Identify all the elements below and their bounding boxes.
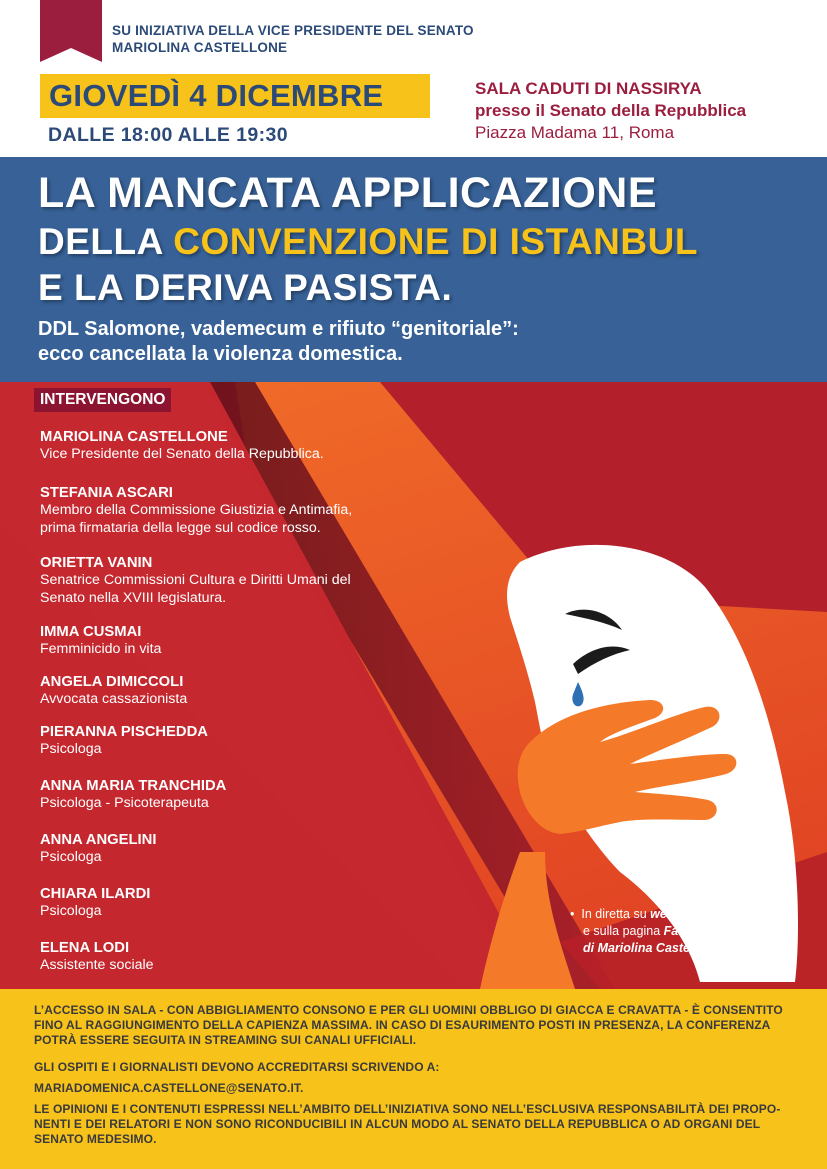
speaker-name: MARIOLINA CASTELLONE bbox=[40, 429, 228, 445]
venue-address: Piazza Madama 11, Roma bbox=[475, 123, 675, 142]
speakers-label: INTERVENGONO bbox=[34, 388, 171, 412]
streaming-line-3 bbox=[570, 940, 740, 957]
speaker-role: Psicologa bbox=[40, 903, 102, 919]
speaker-item bbox=[40, 673, 187, 709]
disclaimer-line-3: SENATO MEDESIMO. bbox=[34, 1132, 157, 1146]
speaker-item bbox=[40, 885, 150, 921]
speaker-role: Senato nella XVIII legislatura. bbox=[40, 589, 227, 606]
streaming-line-2 bbox=[570, 923, 740, 940]
speaker-item bbox=[40, 777, 226, 813]
speaker-role: Vice Presidente del Senato della Repubblica. bbox=[40, 446, 324, 462]
speaker-item bbox=[40, 831, 156, 867]
speaker-item bbox=[40, 428, 324, 464]
webtv-link[interactable]: webtv.senato.it bbox=[650, 907, 740, 921]
initiative-text bbox=[112, 22, 474, 56]
speaker-role: Avvocata cassazionista bbox=[40, 691, 188, 707]
speaker-role: prima firmataria della legge sul codice rosso. bbox=[40, 519, 321, 536]
venue-place: presso il Senato della Repubblica bbox=[475, 101, 747, 120]
speaker-name: STEFANIA ASCARI bbox=[40, 485, 173, 501]
speaker-name: ORIETTA VANIN bbox=[40, 555, 153, 571]
speaker-item bbox=[40, 723, 208, 759]
initiative-line-2: MARIOLINA CASTELLONE bbox=[112, 40, 288, 55]
speaker-role: Assistente sociale bbox=[40, 957, 154, 973]
facebook-page-link[interactable]: di Mariolina Castellone bbox=[583, 941, 720, 955]
speaker-name: CHIARA ILARDI bbox=[40, 886, 151, 902]
speaker-name: ELENA LODI bbox=[40, 940, 130, 956]
speaker-role: Psicologa bbox=[40, 741, 102, 757]
speaker-role: Psicologa bbox=[40, 849, 102, 865]
title-line-2-prefix: DELLA bbox=[38, 221, 174, 262]
event-date: GIOVEDÌ 4 DICEMBRE bbox=[40, 74, 430, 118]
speaker-role: Femminicido in vita bbox=[40, 641, 162, 657]
speakers-section bbox=[0, 382, 827, 989]
disclaimer-line-1: LE OPINIONI E I CONTENUTI ESPRESSI NELL’AMBITO DELL’INIZIATIVA SONO NELL’ESCLUSIVA RESPONSABILITÀ DEI PROPO- bbox=[34, 1102, 781, 1116]
access-line-2: FINO AL RAGGIUNGIMENTO DELLA CAPIENZA MASSIMA. IN CASO DI ESAURIMENTO POSTI IN PRESENZA, LA CONFERENZA bbox=[34, 1018, 771, 1032]
speaker-role: Senatrice Commissioni Cultura e Diritti Umani del bbox=[40, 572, 351, 588]
speaker-item bbox=[40, 623, 161, 659]
venue-name: SALA CADUTI DI NASSIRYA bbox=[475, 79, 702, 98]
initiative-line-1: SU INIZIATIVA DELLA VICE PRESIDENTE DEL SENATO bbox=[112, 23, 474, 38]
access-line-1: L’ACCESSO IN SALA - CON ABBIGLIAMENTO CONSONO E PER GLI UOMINI OBBLIGO DI GIACCA E CRAVATTA - È CONSENTITO bbox=[34, 1003, 783, 1017]
facebook-link[interactable]: Facebook bbox=[663, 924, 722, 938]
speaker-name: ANNA ANGELINI bbox=[40, 832, 157, 848]
speaker-item bbox=[40, 484, 352, 537]
title-line-3: E LA DERIVA PASISTA. bbox=[38, 267, 453, 308]
accreditation-note: GLI OSPITI E I GIORNALISTI DEVONO ACCREDITARSI SCRIVENDO A: bbox=[34, 1060, 440, 1074]
title-band bbox=[0, 157, 827, 382]
speaker-name: IMMA CUSMAI bbox=[40, 624, 142, 640]
speaker-item bbox=[40, 554, 351, 607]
speaker-role: Membro della Commissione Giustizia e Antimafia, bbox=[40, 502, 353, 518]
speaker-name: ANNA MARIA TRANCHIDA bbox=[40, 778, 227, 794]
title-highlight: CONVENZIONE DI ISTANBUL bbox=[173, 221, 698, 262]
speaker-role: Psicologa - Psicoterapeuta bbox=[40, 795, 209, 811]
streaming-text: e sulla pagina bbox=[583, 924, 664, 938]
streaming-line-1 bbox=[570, 906, 740, 923]
footer-notice bbox=[0, 989, 827, 1169]
disclaimer-line-2: NENTI E DEI RELATORI E NON SONO RICONDUCIBILI IN ALCUN MODO AL SENATO DELLA REPUBBLICA O AD ORGANI DEL bbox=[34, 1117, 761, 1131]
speaker-name: ANGELA DIMICCOLI bbox=[40, 674, 184, 690]
title-line-2 bbox=[38, 221, 698, 263]
bullet-icon: • bbox=[570, 907, 575, 921]
speaker-item bbox=[40, 939, 154, 975]
subtitle bbox=[38, 317, 519, 367]
access-note bbox=[34, 1003, 804, 1048]
disclaimer bbox=[34, 1102, 804, 1147]
speaker-name: PIERANNA PISCHEDDA bbox=[40, 724, 208, 740]
subtitle-line-1: DDL Salomone, vademecum e rifiuto “genitoriale”: bbox=[38, 318, 519, 340]
venue bbox=[475, 78, 746, 144]
streaming-info bbox=[570, 906, 740, 957]
contact-email[interactable]: MARIADOMENICA.CASTELLONE@SENATO.IT. bbox=[34, 1081, 304, 1095]
event-time: DALLE 18:00 ALLE 19:30 bbox=[48, 124, 288, 146]
header bbox=[0, 0, 827, 157]
title-line-1: LA MANCATA APPLICAZIONE bbox=[38, 169, 658, 217]
streaming-text: In diretta su bbox=[581, 907, 651, 921]
access-line-3: POTRÀ ESSERE SEGUITA IN STREAMING SUI CANALI UFFICIALI. bbox=[34, 1033, 417, 1047]
bookmark-ribbon-icon bbox=[40, 0, 102, 62]
subtitle-line-2: ecco cancellata la violenza domestica. bbox=[38, 343, 403, 365]
